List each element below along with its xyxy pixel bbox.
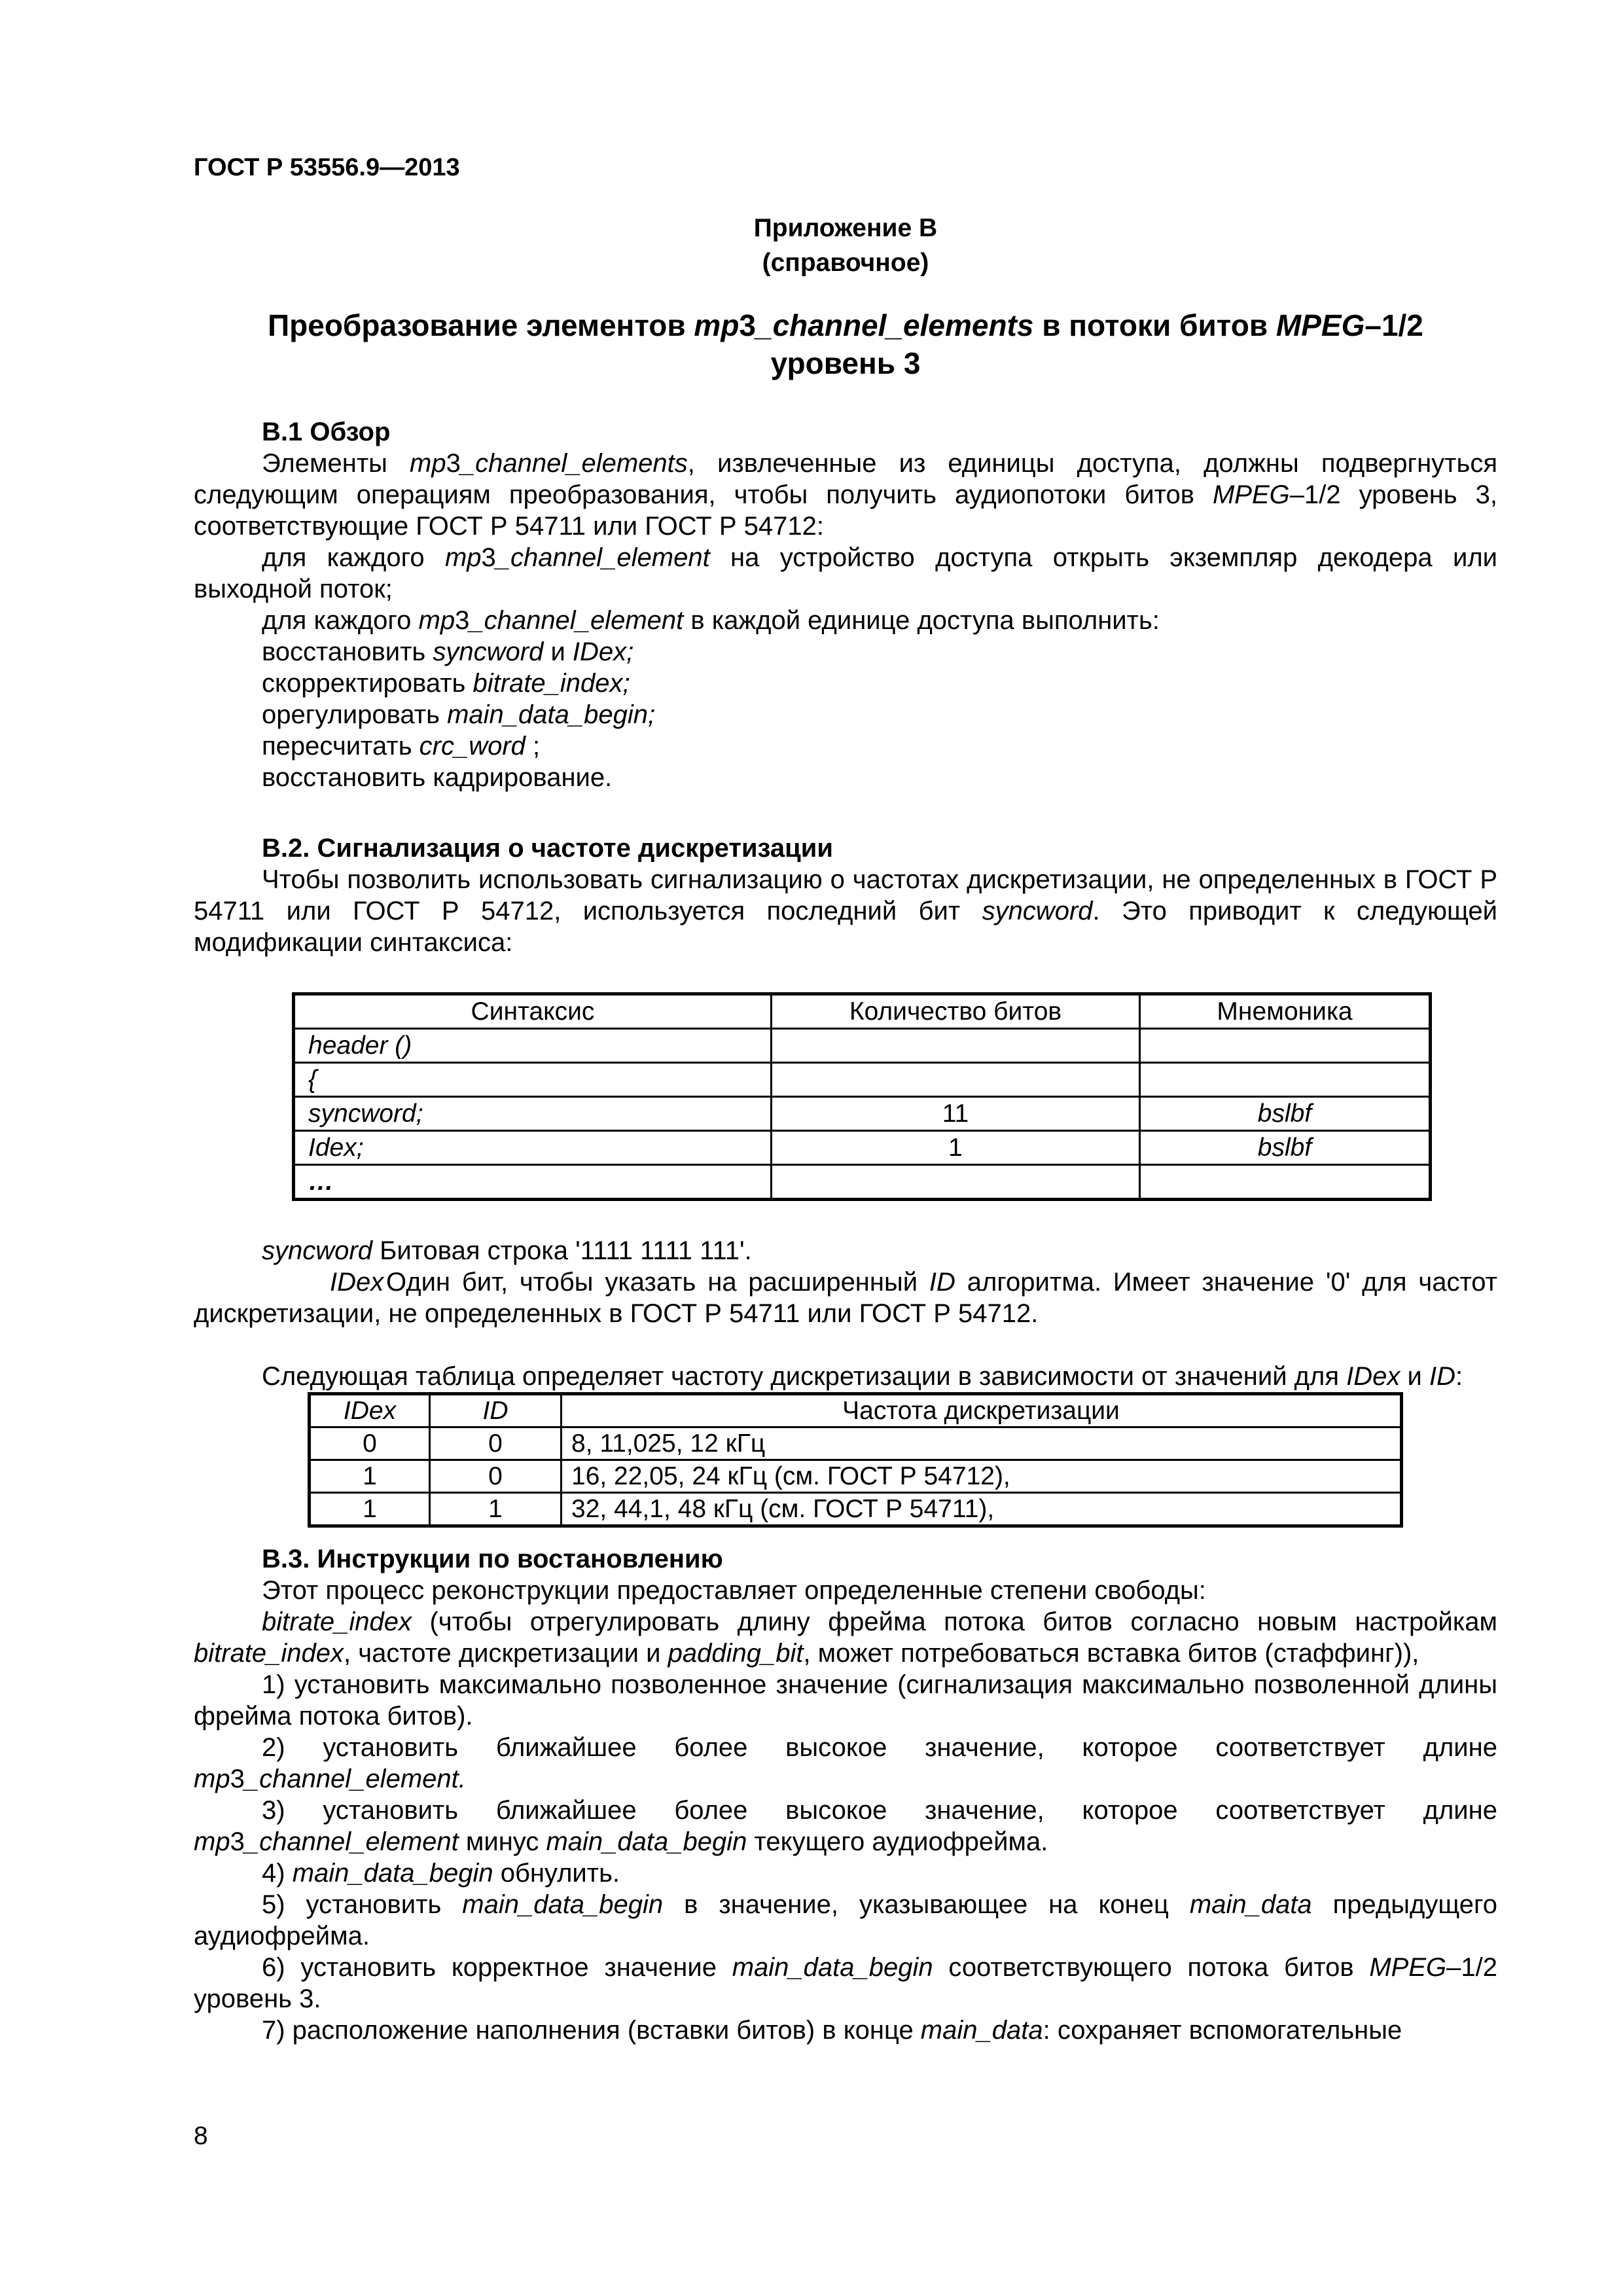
- paragraph: bitrate_index (чтобы отрегулировать длину фрейма потока битов согласно новым настройкам bitrate_index, частоте дискретизации и padding_bit, может потребоваться вставка битов (стаффинг)),: [194, 1607, 1497, 1668]
- appendix-label: Приложение В: [753, 214, 938, 242]
- definition-idex: IDexОдин бит, чтобы указать на расширенный ID алгоритма. Имеет значение '0' для частот дискретизации, не определенных в ГОСТ Р 54711 или ГОСТ Р 54712.: [194, 1268, 1497, 1328]
- list-item: 6) установить корректное значение main_data_begin соответствующего потока битов MPEG–1/2 уровень 3.: [194, 1953, 1497, 2013]
- table-row: 1 0 16, 22,05, 24 кГц (см. ГОСТ Р 54712),: [310, 1460, 1402, 1493]
- table-row: 0 0 8, 11,025, 12 кГц: [310, 1427, 1402, 1460]
- document-body: [194, 416, 1497, 2046]
- table-header-row: Синтаксис Количество битов Мнемоника: [294, 994, 1431, 1029]
- paragraph: Чтобы позволить использовать сигнализацию о частотах дискретизации, не определенных в ГОСТ Р 54711 или ГОСТ Р 54712, используется последний бит syncword. Это приводит к следующей модификации синтаксиса:: [194, 865, 1498, 957]
- section-heading-b3: В.3. Инструкции по востановлению: [262, 1545, 723, 1573]
- list-item: скорректировать bitrate_index;: [262, 669, 630, 698]
- paragraph: для каждого mp3_channel_element в каждой единице доступа выполнить:: [262, 606, 1160, 635]
- list-item: пересчитать crc_word ;: [262, 732, 541, 761]
- list-item: восстановить кадрирование.: [262, 763, 613, 792]
- table-row: 1 1 32, 44,1, 48 кГц (см. ГОСТ Р 54711),: [310, 1493, 1402, 1526]
- page-number: 8: [194, 2122, 208, 2150]
- list-item: орегулировать main_data_begin;: [262, 700, 656, 729]
- list-item: 1) установить максимально позволенное значение (сигнализация максимально позволенной длины фрейма потока битов).: [194, 1670, 1497, 1731]
- table-header-row: IDex ID Частота дискретизации: [310, 1394, 1402, 1427]
- list-item: 4) main_data_begin обнулить.: [262, 1859, 620, 1888]
- list-item: 3) установить ближайшее более высокое значение, которое соответствует длине mp3_channel_element минус main_data_begin текущего аудиофрейма.: [194, 1796, 1497, 1856]
- definition-syncword: syncword Битовая строка '1111 1111 111'.: [262, 1236, 752, 1265]
- list-item: 2) установить ближайшее более высокое значение, которое соответствует длине mp3_channel_element.: [194, 1733, 1497, 1793]
- table-row: …: [294, 1165, 1431, 1200]
- paragraph: Элементы mp3_channel_elements, извлеченные из единицы доступа, должны подвергнуться следующим операциям преобразования, чтобы получить аудиопотоки битов MPEG–1/2 уровень 3, соответствующие ГОСТ Р 54711 или ГОСТ Р 54712:: [194, 449, 1497, 541]
- appendix-title: Преобразование элементов mp3_channel_elements в потоки битов MPEG–1/2 уровень 3: [268, 308, 1423, 380]
- list-item: 7) расположение наполнения (вставки битов) в конце main_data: сохраняет вспомогательные: [262, 2016, 1402, 2045]
- appendix-type: (справочное): [762, 249, 929, 277]
- table-row: {: [294, 1063, 1431, 1097]
- section-heading-b1: В.1 Обзор: [262, 418, 391, 446]
- section-heading-b2: В.2. Сигнализация о частоте дискретизации: [262, 834, 833, 863]
- list-item: восстановить syncword и IDex;: [262, 637, 634, 666]
- table-row: header (): [294, 1029, 1431, 1063]
- sampling-frequency-table: [308, 1392, 1403, 1528]
- list-item: 5) установить main_data_begin в значение, указывающее на конец main_data предыдущего аудиофрейма.: [194, 1890, 1497, 1950]
- table-row: syncword; 11 bslbf: [294, 1097, 1431, 1131]
- paragraph: Этот процесс реконструкции предоставляет определенные степени свободы:: [262, 1576, 1206, 1605]
- appendix-heading: [194, 211, 1497, 280]
- table-row: Idex; 1 bslbf: [294, 1131, 1431, 1165]
- paragraph: для каждого mp3_channel_element на устройство доступа открыть экземпляр декодера или выходной поток;: [194, 543, 1498, 603]
- document-code: ГОСТ Р 53556.9—2013: [194, 154, 460, 181]
- syntax-table: [292, 992, 1432, 1201]
- paragraph: Следующая таблица определяет частоту дискретизации в зависимости от значений для IDex и ID:: [262, 1362, 1463, 1391]
